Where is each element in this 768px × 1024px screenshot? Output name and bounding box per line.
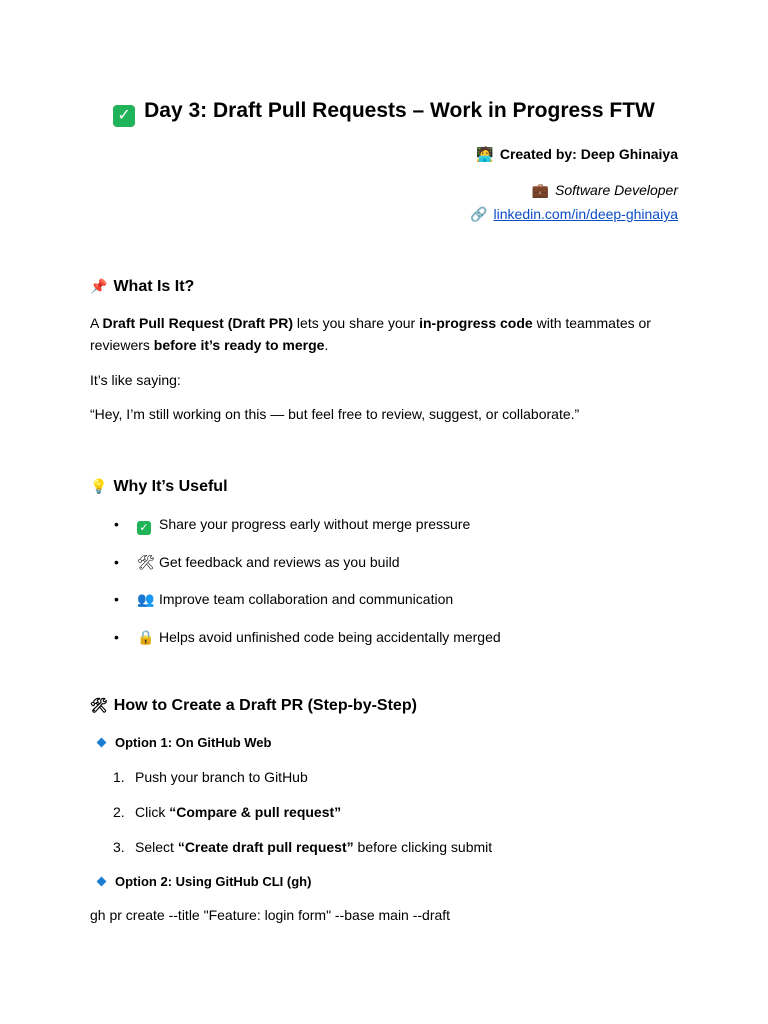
author-role: 💼 Software Developer <box>531 182 678 198</box>
why-list <box>90 514 690 664</box>
author-link-line <box>470 204 678 224</box>
option-1-heading: Option 1: On GitHub Web <box>90 733 271 753</box>
section-heading-how: 🛠 How to Create a Draft PR (Step-by-Step) <box>90 693 417 718</box>
what-quote: “Hey, I’m still working on this — but feel free to review, suggest, or collaborate.” <box>90 406 580 422</box>
section-heading-why: 💡 Why It’s Useful <box>90 474 228 499</box>
diamond-icon <box>97 877 107 887</box>
pushpin-icon: 📌 <box>90 278 108 294</box>
list-item: 1. Push your branch to GitHub <box>113 769 308 785</box>
list-item: 3. Select “Create draft pull request” before clicking submit <box>113 839 493 855</box>
technologist-icon: 🧑‍💻 <box>476 146 494 162</box>
briefcase-icon: 💼 <box>531 182 550 198</box>
page-title: ✓ Day 3: Draft Pull Requests – Work in Progress FTW <box>0 96 768 127</box>
tools-icon: 🛠 <box>90 697 108 713</box>
steps-list <box>90 767 690 872</box>
people-icon: 👥 <box>137 591 155 607</box>
list-item: • 👥 Improve team collaboration and communication <box>114 591 454 607</box>
list-item: • ✓ Share your progress early without merge pressure <box>114 516 471 534</box>
link-icon: 🔗 <box>470 206 488 222</box>
diamond-icon <box>97 738 107 748</box>
linkedin-link[interactable]: linkedin.com/in/deep-ghinaiya <box>493 206 678 222</box>
check-mark-icon: ✓ <box>137 521 151 535</box>
list-item: • 🔒 Helps avoid unfinished code being accidentally merged <box>114 628 501 645</box>
check-mark-icon: ✓ <box>113 105 135 127</box>
lock-icon: 🔒 <box>137 628 155 645</box>
list-item: • 🛠 Get feedback and reviews as you build <box>114 553 400 570</box>
what-paragraph: A Draft Pull Request (Draft PR) lets you share your in-progress code with teammates or reviewers before it’s ready to merge. <box>90 315 651 353</box>
tools-icon: 🛠 <box>137 553 155 570</box>
author-line: 🧑‍💻 Created by: Deep Ghinaiya <box>476 146 678 162</box>
light-bulb-icon: 💡 <box>90 478 108 494</box>
what-paragraph-2: It’s like saying: <box>90 372 181 388</box>
list-item: 2. Click “Compare & pull request” <box>113 804 342 820</box>
option-2-heading: Option 2: Using GitHub CLI (gh) <box>90 872 311 892</box>
section-heading-what: 📌 What Is It? <box>90 274 194 299</box>
cli-command: gh pr create --title "Feature: login form" --base main --draft <box>90 907 451 923</box>
